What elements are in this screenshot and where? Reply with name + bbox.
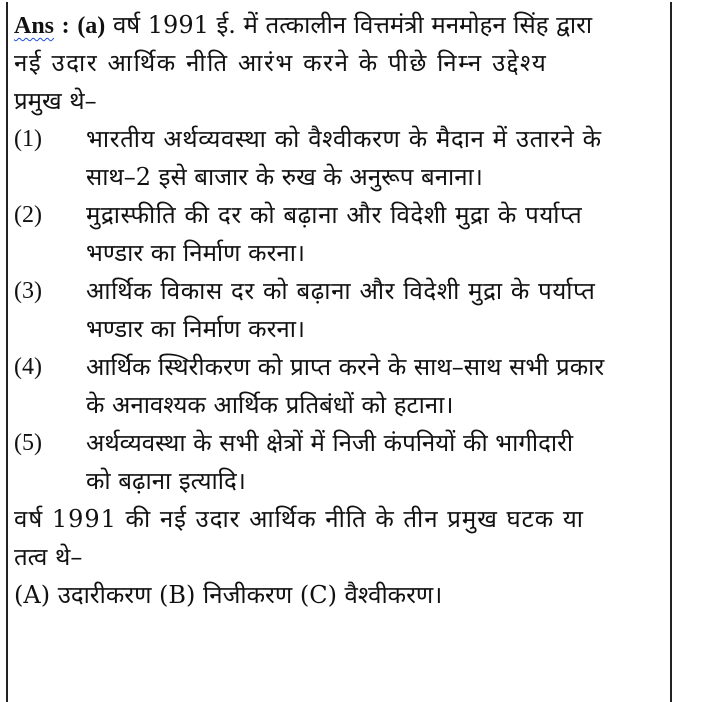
objective-item-5	[14, 424, 662, 462]
objective-text-cont: भण्डार का निर्माण करना।	[86, 315, 306, 343]
components-intro-text-2: तत्व थे–	[14, 543, 83, 571]
components-intro-line-2	[14, 538, 662, 576]
objective-text: आर्थिक विकास दर को बढ़ाना और विदेशी मुद्रा के पर्याप्त	[86, 277, 596, 305]
answer-label: Ans	[14, 13, 55, 39]
objective-text-cont: को बढ़ाना इत्यादि।	[86, 467, 246, 495]
objective-item-2	[14, 196, 662, 234]
answer-intro-line-3	[14, 82, 662, 120]
objective-number: (2)	[14, 202, 42, 228]
objective-text-cont: भण्डार का निर्माण करना।	[86, 239, 306, 267]
answer-intro-line-1	[14, 6, 662, 44]
objective-number: (5)	[14, 430, 42, 456]
objective-number: (1)	[14, 126, 42, 152]
components-list-text: (A) उदारीकरण (B) निजीकरण (C) वैश्वीकरण।	[14, 581, 443, 609]
objective-text: मुद्रास्फीति की दर को बढ़ाना और विदेशी मुद्रा के पर्याप्त	[86, 201, 583, 229]
objective-item-1-cont	[14, 158, 662, 196]
objective-text: आर्थिक स्थिरीकरण को प्राप्त करने के साथ–साथ सभी प्रकार	[86, 353, 605, 381]
objective-item-1	[14, 120, 662, 158]
answer-intro-line-2	[14, 44, 662, 82]
objective-item-3-cont	[14, 310, 662, 348]
objective-number: (3)	[14, 278, 42, 304]
objective-item-3	[14, 272, 662, 310]
components-intro-text: वर्ष 1991 की नई उदार आर्थिक नीति के तीन प्रमुख घटक या	[14, 505, 584, 533]
objective-item-5-cont	[14, 462, 662, 500]
components-intro-line-1	[14, 500, 662, 538]
answer-intro-text: वर्ष 1991 ई. में तत्कालीन वित्तमंत्री मनमोहन सिंह द्वारा	[112, 11, 593, 39]
objective-number: (4)	[14, 354, 42, 380]
objective-text-cont: के अनावश्यक आर्थिक प्रतिबंधों को हटाना।	[86, 391, 454, 419]
answer-intro-text-3: प्रमुख थे–	[14, 87, 97, 115]
objective-item-4	[14, 348, 662, 386]
answer-document	[14, 6, 662, 614]
objective-text-cont: साथ–2 इसे बाजार के रुख के अनुरूप बनाना।	[86, 163, 483, 191]
components-list	[14, 576, 662, 614]
answer-separator: :	[61, 13, 70, 39]
answer-intro-text-2: नई उदार आर्थिक नीति आरंभ करने के पीछे निम्न उद्देश्य	[14, 49, 548, 77]
objective-text: भारतीय अर्थव्यवस्था को वैश्वीकरण के मैदान में उतारने के	[86, 125, 602, 153]
objective-text: अर्थव्यवस्था के सभी क्षेत्रों में निजी कंपनियों की भागीदारी	[86, 429, 574, 457]
objective-item-2-cont	[14, 234, 662, 272]
objective-item-4-cont	[14, 386, 662, 424]
answer-part: (a)	[77, 13, 106, 39]
